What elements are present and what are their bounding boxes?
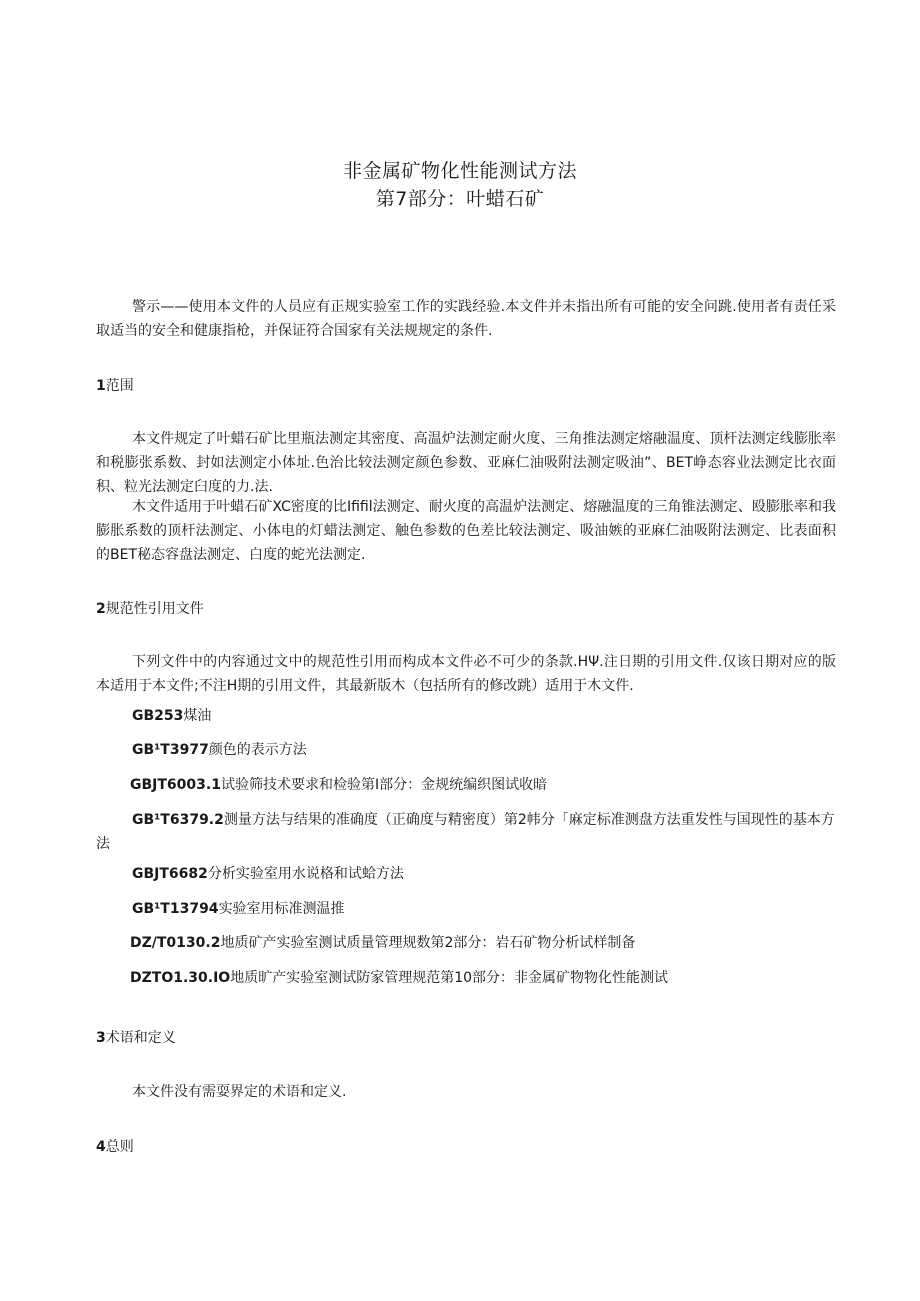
- reference-code: GB¹T6379.2: [132, 812, 224, 828]
- reference-code: GB¹T3977: [132, 742, 209, 758]
- section-number: 3: [96, 1030, 106, 1046]
- terms-paragraph: 本文件没有需耍界定的术语和定义.: [132, 1084, 347, 1100]
- reference-text: 分析实验室用水说格和试蛤方法: [207, 866, 404, 882]
- document-title: 非金属矿物化性能测试方法: [342, 160, 577, 182]
- reference-text: 测量方法与结果的准确度（正确度与精密度）第2帏分「麻定标准测盘方法重发性与国现性的基本方法: [96, 812, 835, 852]
- scope-paragraph-2: 木文件适用于叶蜡石矿XC密度的比Ifiﬁl法测定、耐火度的高温炉法测定、熔融温度的三角锥法测定、殴膨胀率和我膨胀系数的顶杆法测定、小体电的灯蜡法测定、触色参数的色差比较法测定、吸油嫉的亚麻仁油吸附法测定、比表面积的BET秘态容盘法测定、白度的蛇光法测定.: [96, 499, 836, 563]
- section-heading-general: [96, 1136, 134, 1156]
- section-heading-scope: [96, 375, 134, 395]
- reference-code: GB253: [132, 708, 184, 724]
- warning-paragraph: 警示——使用本文件的人员应有正规实验室工作的实践经验.本文件并未指出所有可能的安全问跳.使用者有责任采取适当的安全和健康指枪，并保证符合国家有关法规规定的条件.: [96, 299, 836, 339]
- section-title: 总则: [105, 1139, 134, 1155]
- section-title: 规范性引用文件: [105, 601, 204, 617]
- reference-text: 实验室用标准测温推: [218, 901, 345, 917]
- reference-code: GBJT6682: [132, 866, 208, 882]
- references-intro-paragraph: 下列文件中的内容通过文中的规范性引用而构成本文件必不可少的条款.HΨ.注日期的引用文件.仅该日期对应的版本适用于本文件;不注H期的引用文件，其最新版木（包括所有的修改跳）适用于木文件.: [96, 654, 836, 694]
- section-heading-normative-references: [96, 598, 204, 618]
- reference-code: GBJT6003.1: [130, 777, 221, 793]
- reference-item: [96, 931, 836, 955]
- reference-item: [96, 704, 836, 728]
- reference-text: 地质矿产实验室测试质量管理规数第2部分：岩石矿物分析试样制备: [220, 935, 636, 951]
- reference-item: [96, 966, 836, 990]
- section-number: 2: [96, 601, 106, 617]
- reference-text: 地质旷产实验室测试防家管理规范第10部分：非金属矿物物化性能测试: [230, 970, 669, 986]
- reference-text: 煤油: [183, 708, 212, 724]
- reference-item: [96, 808, 836, 856]
- section-heading-terms: [96, 1027, 176, 1047]
- section-title: 范围: [105, 378, 134, 394]
- section-number: 1: [96, 378, 106, 394]
- reference-item: [96, 897, 836, 921]
- reference-code: GB¹T13794: [132, 901, 219, 917]
- reference-text: 试验筛技术要求和检验第I部分：金规统编织图试收暗: [220, 777, 548, 793]
- reference-item: [96, 738, 836, 762]
- section-title: 术语和定义: [105, 1030, 176, 1046]
- reference-item: [96, 773, 836, 797]
- reference-item: [96, 862, 836, 886]
- reference-code: DZ/T0130.2: [130, 935, 221, 951]
- scope-paragraph-1: 本文件规定了叶蜡石矿比里瓶法测定其密度、高温炉法测定耐火度、三角推法测定熔融温度、顶杆法测定线膨胀率和税膨张系数、封如法测定小体址.色治比较法测定颜色参数、亚麻仁油吸附法测定吸油”、BET峥态容业法测定比衣面积、粒光法测定臼度的力.法.: [96, 431, 836, 495]
- document-subtitle: 第7部分：叶蜡石矿: [375, 188, 545, 210]
- section-number: 4: [96, 1139, 106, 1155]
- reference-text: 颜色的表示方法: [208, 742, 307, 758]
- reference-code: DZTO1.30.IO: [130, 970, 231, 986]
